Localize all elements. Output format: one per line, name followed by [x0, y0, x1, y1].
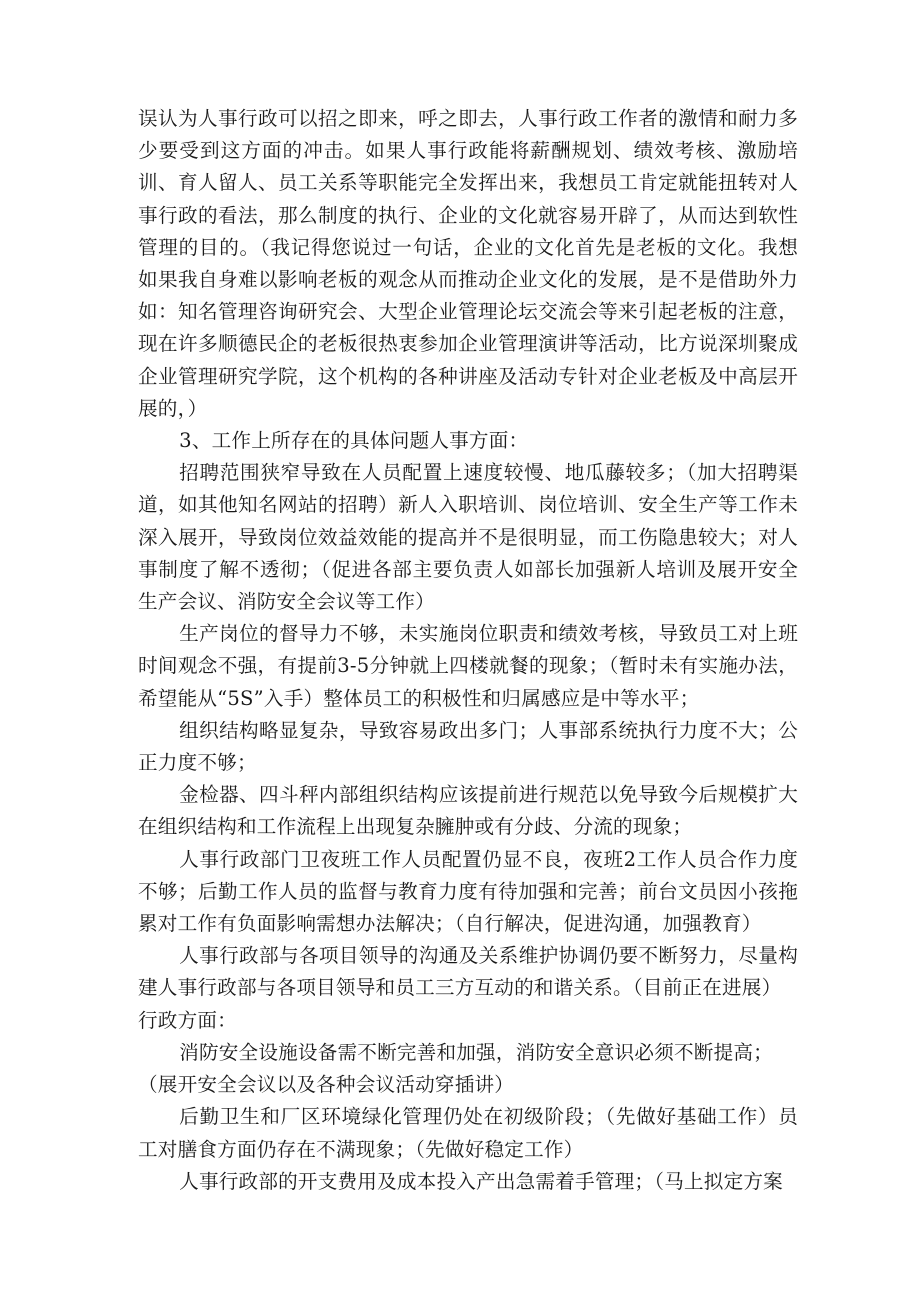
paragraph-recruitment: 招聘范围狭窄导致在人员配置上速度较慢、地瓜藤较多；（加大招聘渠道，如其他知名网站的招聘）新人入职培训、岗位培训、安全生产等工作未深入展开，导致岗位效益效能的提高并不是很明显，而工伤隐患较大；对人事制度了解不透彻；（促进各部主要负责人如部长加强新人培训及展开安全生产会议、消防安全会议等工作） — [138, 461, 798, 614]
paragraph-communication: 人事行政部与各项目领导的沟通及关系维护协调仍要不断努力，尽量构建人事行政部与各项目领导和员工三方互动的和谐关系。（目前正在进展） — [138, 944, 798, 1000]
document-body — [138, 103, 798, 1198]
paragraph-culture-intro: 误认为人事行政可以招之即来，呼之即去，人事行政工作者的激情和耐力多少要受到这方面的冲击。如果人事行政能将薪酬规划、绩效考核、激励培训、育人留人、员工关系等职能完全发挥出来，我想员工肯定就能扭转对人事行政的看法，那么制度的执行、企业的文化就容易开辟了，从而达到软性管理的目的。（我记得您说过一句话，企业的文化首先是老板的文化。我想如果我自身难以影响老板的观念从而推动企业文化的发展，是不是借助外力如：知名管理咨询研究会、大型企业管理论坛交流会等来引起老板的注意，现在许多顺德民企的老板很热衷参加企业管理演讲等活动，比方说深圳聚成企业管理研究学院，这个机构的各种讲座及活动专针对企业老板及中高层开展的，） — [138, 107, 798, 420]
paragraph-organization-structure: 组织结构略显复杂，导致容易政出多门；人事部系统执行力度不大；公正力度不够； — [138, 718, 798, 775]
paragraph-expense-management: 人事行政部的开支费用及成本投入产出急需着手管理；（马上拟定方案 — [179, 1169, 783, 1193]
paragraph-logistics-hygiene: 后勤卫生和厂区环境绿化管理仍处在初级阶段；（先做好基础工作）员工对膳食方面仍存在不满现象；（先做好稳定工作） — [138, 1105, 798, 1161]
paragraph-fire-safety-note: （展开安全会议以及各种会议活动穿插讲） — [138, 1073, 515, 1097]
paragraph-production-supervision: 生产岗位的督导力不够，未实施岗位职责和绩效考核，导致员工对上班时间观念不强，有提前3-5分钟就上四楼就餐的现象；（暂时未有实施办法，希望能从“5S”入手）整体员工的积极性和归属感应是中等水平； — [138, 622, 798, 710]
paragraph-fire-safety: 消防安全设施设备需不断完善和加强，消防安全意识必须不断提高； — [179, 1040, 773, 1064]
section-heading-personnel-issues: 3、工作上所存在的具体问题人事方面： — [179, 429, 529, 453]
paragraph-night-shift: 人事行政部门卫夜班工作人员配置仍显不良，夜班2工作人员合作力度不够；后勤工作人员的监督与教育力度有待加强和完善；前台文员因小孩拖累对工作有负面影响需想办法解决；（自行解决，促进沟通，加强教育） — [138, 847, 798, 936]
section-heading-administration: 行政方面： — [138, 1008, 237, 1032]
paragraph-metal-detector: 金检器、四斗秤内部组织结构应该提前进行规范以免导致今后规模扩大在组织结构和工作流程上出现复杂臃肿或有分歧、分流的现象； — [138, 783, 798, 839]
